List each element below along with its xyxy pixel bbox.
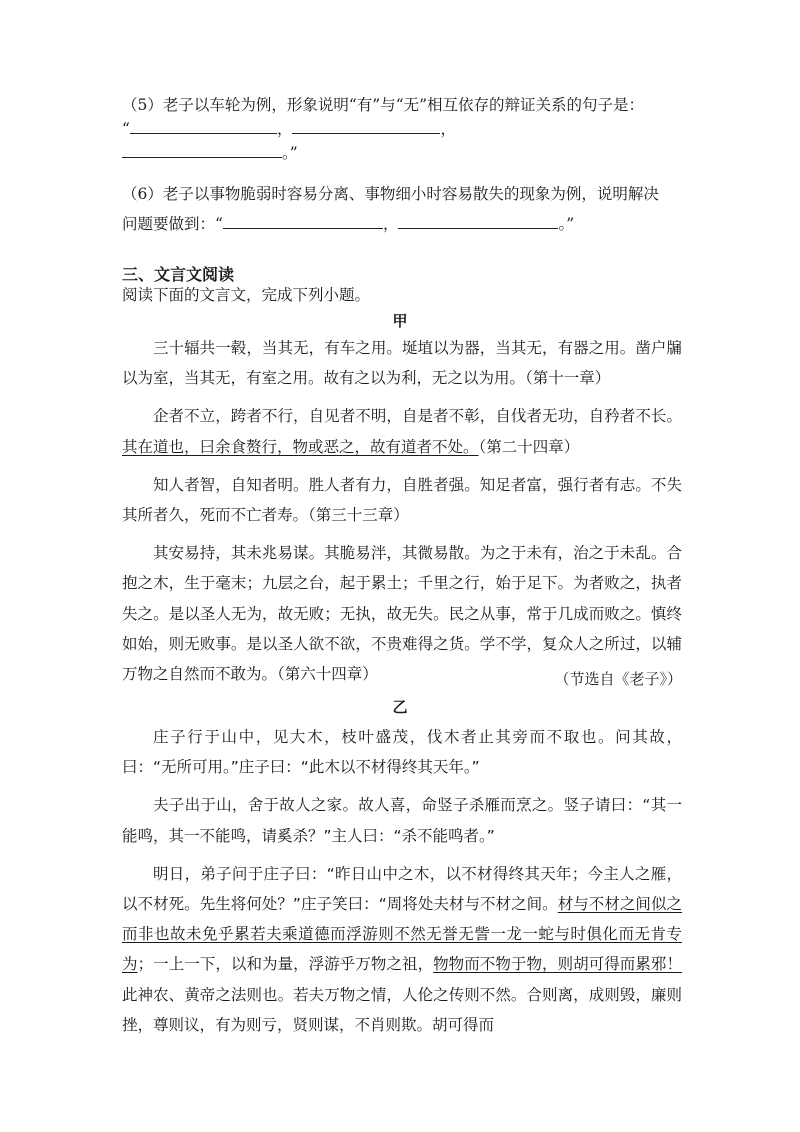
question-5-blanks-line2: 。” [122, 141, 682, 165]
passage-jia-title: 甲 [392, 312, 408, 330]
question-6-blanks: 问题要做到：“ ， 。” [122, 212, 682, 236]
section-instruction: 阅读下面的文言文，完成下列小题。 [122, 286, 371, 304]
passage-jia-paragraph-1: 三十辐共一毂，当其无，有车之用。埏埴以为器，当其无，有器之用。凿户牖以为室，当其无，有室之用。故有之以为利，无之以为用。（第十一章） [122, 339, 682, 388]
answer-blank-5b[interactable] [292, 117, 440, 134]
underlined-sentence-3: 物物而不物于物，则胡可得而累邪！ [433, 955, 682, 974]
answer-blank-6b[interactable] [398, 212, 558, 229]
passage-yi-title: 乙 [392, 698, 408, 716]
answer-blank-6a[interactable] [223, 212, 383, 229]
underlined-sentence-1: 其在道也，曰余食赘行，物或恶之，故有道者不处。 [122, 437, 479, 456]
answer-blank-5c[interactable] [122, 141, 282, 158]
question-5-blanks-line1: “ ， ， [122, 117, 682, 141]
passage-yi [122, 722, 682, 1048]
question-5-text: （5）老子以车轮为例，形象说明“有”与“无”相互依存的辩证关系的句子是： [122, 96, 645, 114]
question-6 [122, 182, 682, 236]
passage-jia-paragraph-3: 知人者智，自知者明。胜人者有力，自胜者强。知足者富，强行者有志。不失其所者久，死而不亡者寿。（第三十三章） [122, 475, 682, 525]
question-6-text: （6）老子以事物脆弱时容易分离、事物细小时容易散失的现象为例，说明解决 [122, 185, 659, 203]
answer-blank-5a[interactable] [130, 117, 277, 134]
section-heading: 三、文言文阅读 [122, 265, 235, 284]
passage-yi-paragraph-2: 夫子出于山，舍于故人之家。故人喜，命竖子杀雁而烹之。竖子请曰：“其一能鸣，其一不能鸣，请奚杀？”主人曰：“杀不能鸣者。” [122, 796, 682, 845]
passage-jia [122, 333, 682, 697]
passage-yi-paragraph-1: 庄子行于山中，见大木，枝叶盛茂，伐木者止其旁而不取也。问其故，曰：“无所可用。”庄子曰：“此木以不材得终其天年。” [122, 728, 682, 777]
passage-yi-paragraph-3: 明日，弟子问于庄子曰：“昨日山中之木，以不材得终其天年；今主人之雁，以不材死。先生将何处？”庄子笑曰：“周将处夫材与不材之间。材与不材之间似之而非也故未免乎累若夫乘道德而浮游则不然无誉无訾一龙一蛇与时俱化而无肯专为；一上一下，以和为量，浮游乎万物之祖，物物而不物于物，则胡可得而累邪！此神农、黄帝之法则也。若夫万物之情，人伦之传则不然。合则离，成则毁，廉则挫，尊则议，有为则亏，贤则谋，不肖则欺。胡可得而 [122, 864, 682, 1034]
passage-jia-source: （节选自《老子》） [554, 670, 682, 688]
passage-jia-paragraph-2: 企者不立，跨者不行，自见者不明，自是者不彰，自伐者无功，自矜者不长。其在道也，曰余食赘行，物或恶之，故有道者不处。（第二十四章） [122, 407, 682, 456]
passage-jia-paragraph-4: 其安易持，其未兆易谋。其脆易泮，其微易散。为之于未有，治之于未乱。合抱之木，生于毫末；九层之台，起于累土；千里之行，始于足下。为者败之，执者失之。是以圣人无为，故无败；无执，故无失。民之从事，常于几成而败之。慎终如始，则无败事。是以圣人欲不欲，不贵难得之货。学不学，复众人之所过，以辅万物之自然而不敢为。（第六十四章） [122, 544, 682, 684]
underlined-sentence-2: 材与不材之间似之而非也故未免乎累若夫乘道德而浮游则不然无誉无訾一龙一蛇与时俱化而无肯专为 [122, 895, 682, 974]
question-5 [122, 93, 682, 165]
